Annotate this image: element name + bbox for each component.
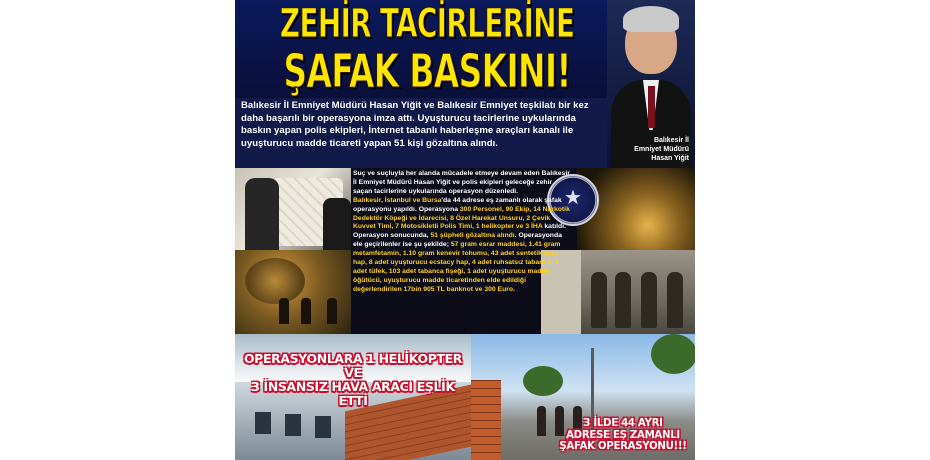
brick-pillar: [471, 380, 501, 460]
body-detainees: 51 şüpheli gözaltına alındı.: [430, 232, 517, 240]
body-cities: Balıkesir, İstanbul ve Bursa: [353, 196, 442, 204]
window: [315, 416, 331, 438]
article-body: [353, 170, 573, 295]
banner-line-3: ŞAFAK OPERASYONU!!!: [559, 441, 687, 452]
portrait-hair: [623, 6, 679, 32]
body-seized-items: 57 gram esrar maddesi, 1.41 gram metamfetamin, 1.10 gram kenevir tohumu, 43 adet sentetik ecza hap, 8 adet uyuşturucu ecstacy hap, 4 adet ruhsatsız tabanca, 4 adet tüfek, 103 adet tabanca fişeği, 1 adet uyuşturucu madde öğütücü, uyuşturucu madde ticaretinden elde edildiği değerlendirilen 17bin 905 TL banknot ve 300 Euro.: [353, 241, 561, 293]
officer-figure: [245, 178, 279, 250]
headline-line-1: ZEHİR TACİRLERİNE: [279, 1, 575, 47]
tree: [651, 334, 695, 374]
soldier-figure: [641, 272, 657, 328]
portrait-tie: [648, 86, 655, 128]
soldier-figure: [667, 272, 683, 328]
helicopter-banner: [237, 352, 469, 408]
headline-line-2: ŞAFAK BASKINI!: [283, 44, 571, 98]
headline: [237, 0, 617, 96]
officer-figure: [301, 298, 311, 324]
body-resources: 300 Personel, 90 Ekip, 14 Narkotik Dedektör Köpeği ve İdarecisi, 8 Özel Harekat Unsuru, 2 Çevik Kuvvet Timi, 7 Motosikletli Polis Timi, 1 helikopter ve 3 İHA: [353, 205, 570, 231]
operation-banner: [553, 418, 693, 453]
raid-photo-bedroom: [235, 168, 351, 250]
tree: [523, 366, 563, 396]
banner-line-2: ADRESE EŞ ZAMANLI: [566, 429, 680, 441]
body-paragraph-1: Suç ve suçluyla her alanda mücadele etmeye devam eden Balıkesir İl Emniyet Müdürü Hasan Yiğit ve polis ekipleri geleceğe zehir saçan tacirlerine uykularında operasyon düzenledi.: [353, 170, 570, 195]
body-text: Operasyonda ele geçirilenler ise şu şekilde;: [353, 232, 562, 249]
banner-line-1: OPERASYONLARA 1 HELİKOPTER VE: [243, 351, 463, 380]
officer-figure: [327, 298, 337, 324]
window: [255, 412, 271, 434]
raid-photo-night-thermal: [235, 250, 351, 334]
officer-figure: [537, 406, 546, 436]
lead-paragraph: Balıkesir İl Emniyet Müdürü Hasan Yiğit ve Balıkesir Emniyet teşkilatı bir kez daha başarılı bir operasyona imza attı. Uyuşturucu tacirlerine uykularında baskın yapan polis ekipleri, İnternet tabanlı haberleşme araçları kanalı ile uyuşturucu madde ticareti yapan 51 kişi gözaltına alındı.: [241, 100, 589, 149]
officer-figure: [279, 298, 289, 324]
banner-line-1: 3 İLDE 44 AYRI: [583, 418, 663, 429]
body-text: katıldı. Operasyon sonucunda,: [353, 223, 566, 240]
caption-line-1: Balıkesir İl: [653, 137, 689, 144]
caption-line-3: Hasan Yiğit: [651, 155, 689, 162]
star-icon: ★: [564, 187, 582, 209]
banner-line-2: 3 İNSANSIZ HAVA ARACI EŞLİK ETTİ: [251, 379, 455, 408]
soldier-figure: [591, 272, 607, 328]
soldier-figure: [615, 272, 631, 328]
portrait-caption: [607, 136, 695, 163]
window: [285, 414, 301, 436]
officer-figure: [323, 198, 351, 250]
body-text: 'da 44 adrese eş zamanlı olarak şafak operasyonu yapıldı. Operasyona: [353, 196, 562, 213]
caption-line-2: Emniyet Müdürü: [634, 146, 689, 153]
tree: [245, 258, 305, 304]
news-poster: [235, 0, 695, 460]
